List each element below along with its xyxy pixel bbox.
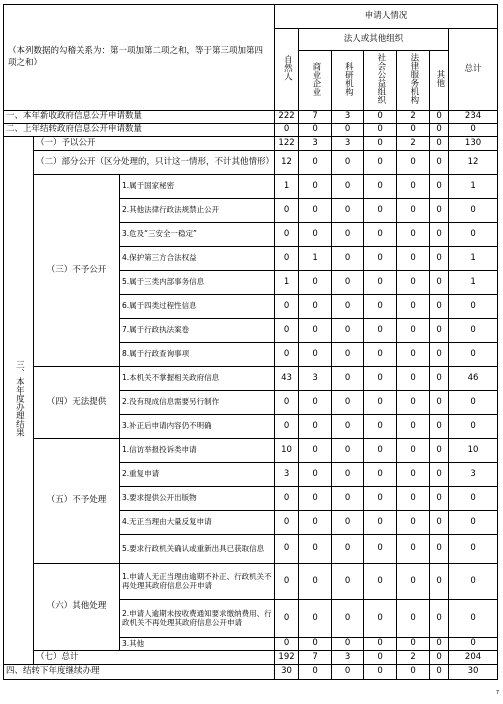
sub-row-label: 3.其他 <box>120 638 275 651</box>
row-label-publish: （一）予以公开 <box>34 137 275 151</box>
header-col-research: 科研机构 <box>332 51 364 111</box>
value-cell: 130 <box>449 137 498 151</box>
value-cell: 0 <box>275 600 299 638</box>
value-cell: 0 <box>397 415 430 439</box>
value-cell: 0 <box>364 319 397 343</box>
value-cell: 12 <box>449 151 498 175</box>
table-row <box>4 439 498 463</box>
value-cell: 0 <box>332 175 364 199</box>
value-cell: 0 <box>364 367 397 391</box>
value-cell: 1 <box>275 175 299 199</box>
value-cell: 0 <box>449 343 498 367</box>
value-cell: 7 <box>299 651 332 665</box>
value-cell: 0 <box>430 600 449 638</box>
row-label-next-year: 四、结转下年度继续办理 <box>4 665 275 680</box>
value-cell: 0 <box>397 463 430 487</box>
value-cell: 0 <box>275 511 299 535</box>
section-3-label: 三、本年度办理结果 <box>4 137 34 665</box>
value-cell: 0 <box>299 638 332 651</box>
row-label-new: 一、本年新收政府信息公开申请数量 <box>4 111 275 124</box>
value-cell: 0 <box>364 175 397 199</box>
value-cell: 0 <box>332 415 364 439</box>
value-cell: 0 <box>397 247 430 271</box>
table-row <box>4 651 498 665</box>
group-label-g4: （四）无法提供 <box>34 367 120 439</box>
value-cell: 0 <box>275 223 299 247</box>
value-cell: 3 <box>275 463 299 487</box>
sub-row-label: 2.其他法律行政法规禁止公开 <box>120 199 275 223</box>
value-cell: 0 <box>364 391 397 415</box>
value-cell: 0 <box>449 319 498 343</box>
table-row <box>4 111 498 124</box>
value-cell: 0 <box>332 343 364 367</box>
value-cell: 0 <box>430 665 449 680</box>
value-cell: 0 <box>332 535 364 564</box>
sub-row-label: 1.信访举报投诉类申请 <box>120 439 275 463</box>
value-cell: 0 <box>397 223 430 247</box>
value-cell: 122 <box>275 137 299 151</box>
group-label-g5: （五）不予处理 <box>34 439 120 564</box>
value-cell: 0 <box>449 199 498 223</box>
value-cell: 0 <box>430 651 449 665</box>
sub-row-label: 1.本机关不掌握相关政府信息 <box>120 367 275 391</box>
sub-row-label: 4.保护第三方合法权益 <box>120 247 275 271</box>
value-cell: 0 <box>430 638 449 651</box>
value-cell: 0 <box>299 295 332 319</box>
value-cell: 0 <box>430 111 449 124</box>
value-cell: 3 <box>299 367 332 391</box>
info-disclosure-table <box>3 4 498 680</box>
value-cell: 2 <box>397 651 430 665</box>
value-cell: 1 <box>275 271 299 295</box>
sub-row-label: 5.属于三类内部事务信息 <box>120 271 275 295</box>
value-cell: 0 <box>332 487 364 511</box>
value-cell: 0 <box>430 463 449 487</box>
header-total: 总计 <box>449 29 498 111</box>
sub-row-label: 5.要求行政机关确认或重新出具已获取信息 <box>120 535 275 564</box>
value-cell: 0 <box>449 638 498 651</box>
header-applicant: 申请人情况 <box>275 5 498 29</box>
value-cell: 0 <box>332 564 364 600</box>
sub-row-label: 8.属于行政查询事项 <box>120 343 275 367</box>
value-cell: 0 <box>397 487 430 511</box>
sub-row-label: 2.重复申请 <box>120 463 275 487</box>
value-cell: 0 <box>275 199 299 223</box>
value-cell: 30 <box>275 665 299 680</box>
value-cell: 0 <box>299 271 332 295</box>
sub-row-label: 1.属于国家秘密 <box>120 175 275 199</box>
header-col-public-welfare: 社会公益组织 <box>364 51 397 111</box>
value-cell: 43 <box>275 367 299 391</box>
value-cell: 0 <box>364 665 397 680</box>
value-cell: 7 <box>299 111 332 124</box>
value-cell: 0 <box>430 137 449 151</box>
value-cell: 0 <box>430 319 449 343</box>
value-cell: 0 <box>299 564 332 600</box>
value-cell: 1 <box>449 175 498 199</box>
sub-row-label: 3.危及“三安全一稳定” <box>120 223 275 247</box>
value-cell: 0 <box>275 343 299 367</box>
value-cell: 0 <box>332 295 364 319</box>
value-cell: 0 <box>397 391 430 415</box>
value-cell: 0 <box>430 367 449 391</box>
table-row <box>4 175 498 199</box>
value-cell: 0 <box>364 247 397 271</box>
value-cell: 0 <box>364 343 397 367</box>
value-cell: 0 <box>332 665 364 680</box>
table-row <box>4 124 498 137</box>
value-cell: 0 <box>449 124 498 137</box>
value-cell: 0 <box>364 111 397 124</box>
value-cell: 222 <box>275 111 299 124</box>
value-cell: 234 <box>449 111 498 124</box>
row-label-partial: （二）部分公开（区分处理的，只计这一情形，不计其他情形） <box>34 151 275 175</box>
group-label-g3: （三）不予公开 <box>34 175 120 367</box>
value-cell: 0 <box>332 151 364 175</box>
value-cell: 0 <box>397 295 430 319</box>
value-cell: 3 <box>332 651 364 665</box>
table-row <box>4 367 498 391</box>
value-cell: 0 <box>364 124 397 137</box>
header-col-business: 商业企业 <box>299 51 332 111</box>
value-cell: 3 <box>299 137 332 151</box>
value-cell: 0 <box>332 463 364 487</box>
value-cell: 0 <box>430 199 449 223</box>
value-cell: 0 <box>364 439 397 463</box>
value-cell: 0 <box>299 600 332 638</box>
header-note: （本列数据的勾稽关系为：第一项加第二项之和，等于第三项加第四项之和） <box>4 5 275 111</box>
value-cell: 0 <box>397 124 430 137</box>
value-cell: 0 <box>430 175 449 199</box>
value-cell: 1 <box>449 271 498 295</box>
value-cell: 2 <box>397 137 430 151</box>
value-cell: 0 <box>275 564 299 600</box>
value-cell: 0 <box>430 415 449 439</box>
value-cell: 0 <box>397 343 430 367</box>
value-cell: 0 <box>397 199 430 223</box>
value-cell: 0 <box>332 124 364 137</box>
value-cell: 0 <box>449 511 498 535</box>
sub-row-label: 6.属于四类过程性信息 <box>120 295 275 319</box>
value-cell: 0 <box>332 247 364 271</box>
value-cell: 0 <box>449 487 498 511</box>
value-cell: 0 <box>332 391 364 415</box>
value-cell: 0 <box>299 665 332 680</box>
value-cell: 0 <box>397 665 430 680</box>
value-cell: 0 <box>364 415 397 439</box>
header-col-legal-service: 法律服务机构 <box>397 51 430 111</box>
value-cell: 3 <box>332 137 364 151</box>
value-cell: 0 <box>364 271 397 295</box>
value-cell: 0 <box>397 564 430 600</box>
row-label-subtotal: （七）总计 <box>34 651 275 665</box>
value-cell: 0 <box>397 175 430 199</box>
value-cell: 3 <box>449 463 498 487</box>
value-cell: 0 <box>430 271 449 295</box>
value-cell: 0 <box>449 415 498 439</box>
value-cell: 0 <box>299 343 332 367</box>
sub-row-label: 7.属于行政执法案卷 <box>120 319 275 343</box>
value-cell: 0 <box>364 223 397 247</box>
value-cell: 0 <box>430 124 449 137</box>
sub-row-label: 3.补正后申请内容仍不明确 <box>120 415 275 439</box>
value-cell: 0 <box>332 638 364 651</box>
value-cell: 0 <box>299 415 332 439</box>
value-cell: 0 <box>449 535 498 564</box>
value-cell: 0 <box>397 638 430 651</box>
value-cell: 0 <box>364 137 397 151</box>
value-cell: 3 <box>332 111 364 124</box>
value-cell: 0 <box>299 535 332 564</box>
value-cell: 0 <box>430 223 449 247</box>
value-cell: 204 <box>449 651 498 665</box>
sub-row-label: 2.没有现成信息需要另行制作 <box>120 391 275 415</box>
value-cell: 0 <box>275 319 299 343</box>
value-cell: 0 <box>299 487 332 511</box>
value-cell: 1 <box>299 247 332 271</box>
value-cell: 0 <box>430 391 449 415</box>
value-cell: 0 <box>275 295 299 319</box>
value-cell: 0 <box>430 564 449 600</box>
page-mark: 7 <box>495 690 499 696</box>
value-cell: 0 <box>275 487 299 511</box>
value-cell: 0 <box>430 151 449 175</box>
value-cell: 0 <box>275 535 299 564</box>
table-row <box>4 665 498 680</box>
value-cell: 0 <box>332 199 364 223</box>
value-cell: 0 <box>299 463 332 487</box>
value-cell: 0 <box>299 223 332 247</box>
value-cell: 10 <box>275 439 299 463</box>
header-natural-person: 自然人 <box>275 29 299 111</box>
group-label-g6: （六）其他处理 <box>34 564 120 651</box>
table-row <box>4 137 498 151</box>
value-cell: 0 <box>299 199 332 223</box>
value-cell: 0 <box>449 295 498 319</box>
value-cell: 0 <box>364 638 397 651</box>
value-cell: 0 <box>332 511 364 535</box>
value-cell: 46 <box>449 367 498 391</box>
value-cell: 0 <box>397 511 430 535</box>
sub-row-label: 4.无正当理由大量反复申请 <box>120 511 275 535</box>
value-cell: 0 <box>299 391 332 415</box>
table-row <box>4 151 498 175</box>
value-cell: 0 <box>430 535 449 564</box>
value-cell: 12 <box>275 151 299 175</box>
header-col-other: 其他 <box>430 51 449 111</box>
value-cell: 0 <box>449 223 498 247</box>
value-cell: 0 <box>332 600 364 638</box>
value-cell: 0 <box>364 295 397 319</box>
row-label-carried: 二、上年结转政府信息公开申请数量 <box>4 124 275 137</box>
value-cell: 0 <box>364 511 397 535</box>
value-cell: 0 <box>275 391 299 415</box>
value-cell: 192 <box>275 651 299 665</box>
value-cell: 0 <box>332 439 364 463</box>
value-cell: 0 <box>397 439 430 463</box>
value-cell: 0 <box>397 271 430 295</box>
value-cell: 0 <box>299 175 332 199</box>
value-cell: 0 <box>397 535 430 564</box>
sub-row-label: 3.要求提供公开出版物 <box>120 487 275 511</box>
value-cell: 0 <box>397 319 430 343</box>
value-cell: 0 <box>275 415 299 439</box>
value-cell: 0 <box>299 319 332 343</box>
value-cell: 0 <box>364 600 397 638</box>
value-cell: 0 <box>430 343 449 367</box>
value-cell: 0 <box>430 247 449 271</box>
value-cell: 0 <box>430 295 449 319</box>
sub-row-label: 2.申请人逾期未按收费通知要求缴纳费用、行政机关不再处理其政府信息公开申请 <box>120 600 275 638</box>
value-cell: 0 <box>275 638 299 651</box>
value-cell: 0 <box>449 564 498 600</box>
value-cell: 30 <box>449 665 498 680</box>
value-cell: 10 <box>449 439 498 463</box>
value-cell: 0 <box>364 463 397 487</box>
value-cell: 0 <box>430 511 449 535</box>
value-cell: 0 <box>299 151 332 175</box>
value-cell: 0 <box>275 247 299 271</box>
value-cell: 0 <box>364 487 397 511</box>
value-cell: 0 <box>364 199 397 223</box>
value-cell: 0 <box>332 367 364 391</box>
value-cell: 0 <box>299 124 332 137</box>
value-cell: 0 <box>430 439 449 463</box>
value-cell: 0 <box>332 319 364 343</box>
value-cell: 0 <box>332 271 364 295</box>
value-cell: 0 <box>364 151 397 175</box>
value-cell: 0 <box>364 651 397 665</box>
value-cell: 0 <box>364 535 397 564</box>
value-cell: 2 <box>397 111 430 124</box>
value-cell: 0 <box>299 439 332 463</box>
value-cell: 0 <box>449 391 498 415</box>
value-cell: 0 <box>299 511 332 535</box>
sub-row-label: 1.申请人无正当理由逾期不补正、行政机关不再处理其政府信息公开申请 <box>120 564 275 600</box>
value-cell: 0 <box>449 600 498 638</box>
value-cell: 0 <box>364 564 397 600</box>
value-cell: 0 <box>397 600 430 638</box>
value-cell: 1 <box>449 247 498 271</box>
value-cell: 0 <box>397 151 430 175</box>
table-row <box>4 564 498 600</box>
header-legal-entities: 法人或其他组织 <box>299 29 449 51</box>
value-cell: 0 <box>430 487 449 511</box>
value-cell: 0 <box>275 124 299 137</box>
value-cell: 0 <box>397 367 430 391</box>
value-cell: 0 <box>332 223 364 247</box>
